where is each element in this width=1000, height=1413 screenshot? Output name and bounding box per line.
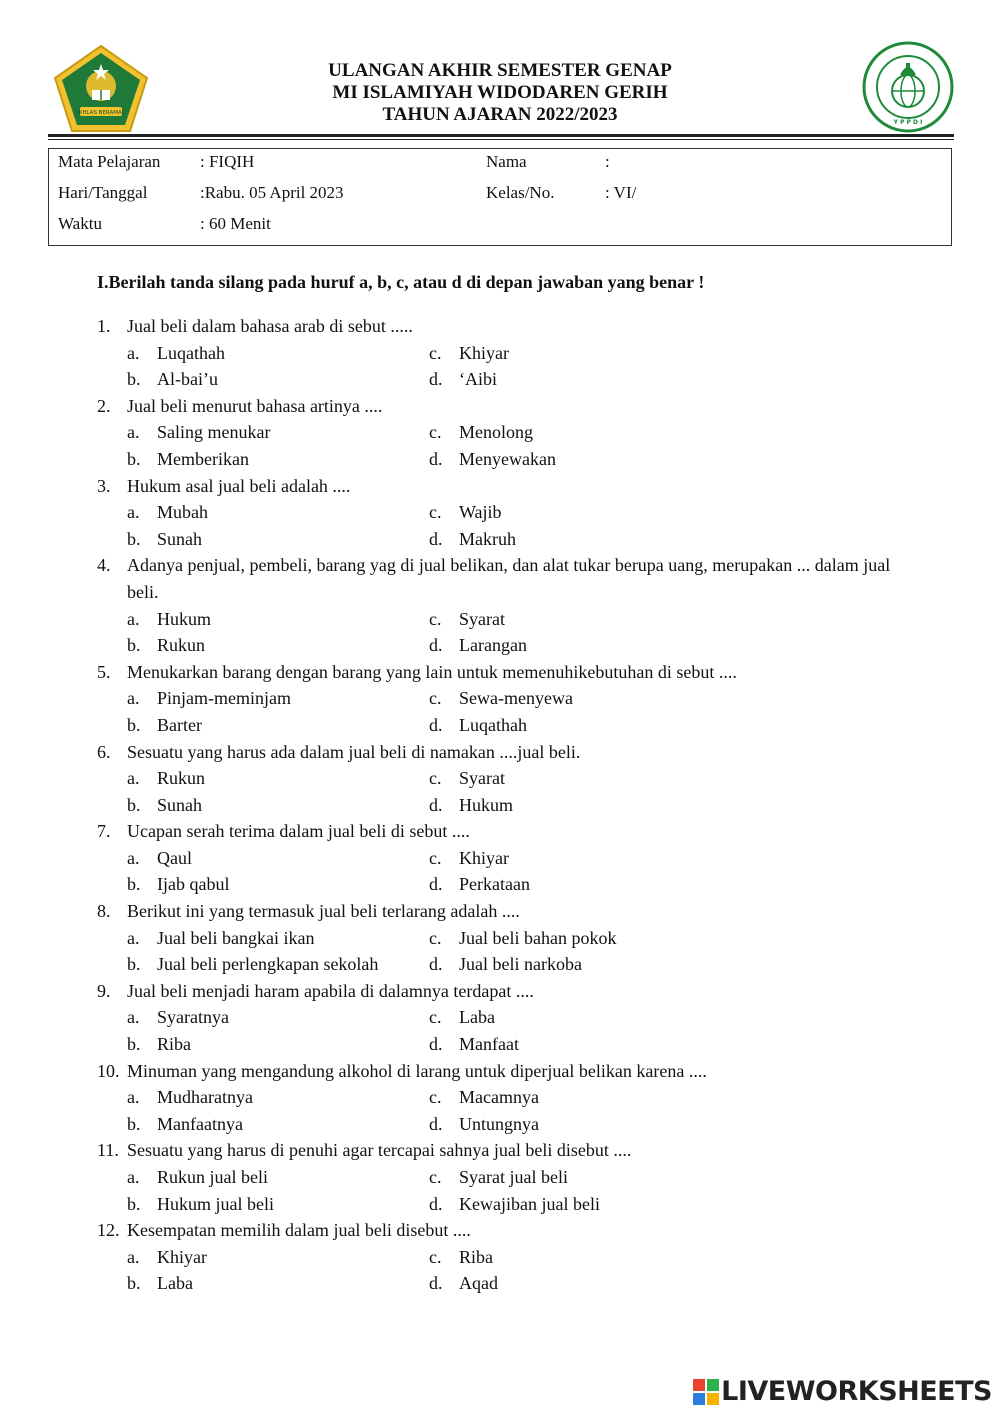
question-number: 6. (97, 741, 111, 762)
option-d[interactable] (429, 446, 556, 473)
option-text: Manfaatnya (157, 1113, 243, 1134)
option-letter: c. (429, 1246, 442, 1267)
question-stem (97, 739, 917, 766)
question-stem (97, 818, 917, 845)
option-letter: c. (429, 927, 442, 948)
option-letter: c. (429, 768, 442, 789)
option-letter: c. (429, 608, 442, 629)
academic-year: TAHUN AJARAN 2022/2023 (382, 104, 618, 125)
subject-value: : FIQIH (200, 152, 255, 171)
question-text: Berikut ini yang termasuk jual beli terlarang adalah .... (127, 901, 520, 922)
option-a[interactable] (127, 765, 429, 792)
option-text: Syaratnya (157, 1007, 229, 1028)
option-letter: c. (429, 1087, 442, 1108)
option-text: Sunah (157, 528, 202, 549)
option-c[interactable] (429, 606, 505, 633)
option-letter: d. (429, 1113, 443, 1134)
option-d[interactable] (429, 1270, 498, 1297)
option-a[interactable] (127, 606, 429, 633)
question-item (97, 1058, 917, 1138)
instruction-text: I.Berilah tanda silang pada huruf a, b, c, atau d di depan jawaban yang benar ! (97, 272, 705, 292)
question-item (97, 393, 917, 473)
option-b[interactable] (127, 632, 429, 659)
option-d[interactable] (429, 1191, 600, 1218)
option-letter: c. (429, 502, 442, 523)
option-text: Rukun (157, 635, 206, 656)
option-text: Hukum (157, 608, 211, 629)
option-b[interactable] (127, 526, 429, 553)
option-a[interactable] (127, 340, 429, 367)
option-letter: b. (127, 369, 141, 390)
question-text: Jual beli dalam bahasa arab di sebut ..... (127, 316, 413, 336)
question-number: 1. (97, 316, 111, 336)
question-text: Hukum asal jual beli adalah .... (127, 475, 351, 496)
option-text: Khiyar (157, 1246, 207, 1267)
option-letter: d. (429, 714, 443, 735)
option-a[interactable] (127, 925, 429, 952)
option-letter: d. (429, 1034, 443, 1055)
question-stem (97, 393, 917, 420)
question-text: Minuman yang mengandung alkohol di larang untuk diperjual belikan karena .... (127, 1060, 707, 1081)
option-text: Pinjam-meminjam (157, 688, 291, 709)
question-item (97, 659, 917, 739)
option-text: Jual beli narkoba (459, 954, 582, 975)
question-item (97, 739, 917, 819)
option-c[interactable] (429, 419, 533, 446)
option-c[interactable] (429, 499, 502, 526)
student-info-box (48, 148, 952, 246)
question-stem (97, 978, 917, 1005)
class-label: Kelas/No. (486, 183, 555, 202)
option-text: ‘Aibi (459, 369, 497, 390)
question-item (97, 313, 917, 393)
name-value[interactable]: : (605, 152, 610, 171)
question-text: Adanya penjual, pembeli, barang yag di jual belikan, dan alat tukar berupa uang, merupakan ... dalam jual beli. (127, 555, 891, 602)
option-letter: d. (429, 1193, 443, 1214)
question-item (97, 1137, 917, 1217)
question-item (97, 898, 917, 978)
option-text: Kewajiban jual beli (459, 1193, 600, 1214)
option-a[interactable] (127, 499, 429, 526)
option-c[interactable] (429, 685, 573, 712)
info-row-date (49, 183, 951, 207)
question-number: 11. (97, 1140, 119, 1161)
question-item (97, 1217, 917, 1297)
option-text: Untungnya (459, 1113, 539, 1134)
question-stem (97, 659, 917, 686)
option-letter: a. (127, 768, 140, 789)
question-stem (97, 898, 917, 925)
option-c[interactable] (429, 1244, 493, 1271)
option-a[interactable] (127, 1004, 429, 1031)
option-c[interactable] (429, 1004, 495, 1031)
question-number: 7. (97, 821, 111, 842)
option-letter: b. (127, 794, 141, 815)
option-d[interactable] (429, 366, 497, 393)
option-d[interactable] (429, 1111, 539, 1138)
option-text: Syarat jual beli (459, 1167, 568, 1187)
option-letter: a. (127, 1167, 140, 1187)
option-text: Mubah (157, 502, 208, 523)
question-number: 5. (97, 661, 111, 682)
option-letter: a. (127, 608, 140, 629)
question-stem (97, 1137, 917, 1164)
option-text: Laba (157, 1273, 193, 1294)
option-text: Manfaat (459, 1034, 519, 1055)
option-letter: a. (127, 1007, 140, 1028)
option-letter: b. (127, 635, 141, 656)
option-letter: b. (127, 448, 141, 469)
option-d[interactable] (429, 792, 513, 819)
option-letter: a. (127, 688, 140, 709)
option-letter: d. (429, 794, 443, 815)
option-letter: d. (429, 369, 443, 390)
school-name: MI ISLAMIYAH WIDODAREN GERIH (332, 82, 668, 103)
question-text: Kesempatan memilih dalam jual beli disebut .... (127, 1220, 471, 1241)
option-text: Luqathah (459, 714, 527, 735)
option-text: Jual beli perlengkapan sekolah (157, 954, 379, 975)
option-a[interactable] (127, 1084, 429, 1111)
option-text: Laba (459, 1007, 495, 1028)
option-text: Menolong (459, 422, 533, 443)
option-b[interactable] (127, 951, 429, 978)
option-b[interactable] (127, 1191, 429, 1218)
liveworksheets-logo-icon (693, 1379, 719, 1405)
option-text: Al-bai’u (157, 369, 218, 390)
option-letter: b. (127, 874, 141, 895)
option-text: Khiyar (459, 847, 509, 868)
question-item (97, 818, 917, 898)
option-text: Memberikan (157, 448, 249, 469)
option-letter: b. (127, 1034, 141, 1055)
option-b[interactable] (127, 792, 429, 819)
option-text: Sewa-menyewa (459, 688, 573, 709)
option-d[interactable] (429, 712, 527, 739)
info-row-subject (49, 152, 951, 176)
option-text: Hukum (459, 794, 513, 815)
header-divider-thick (48, 134, 954, 137)
option-text: Makruh (459, 528, 516, 549)
option-letter: a. (127, 927, 140, 948)
exam-title: ULANGAN AKHIR SEMESTER GENAP (328, 60, 672, 81)
option-text: Saling menukar (157, 422, 271, 443)
foundation-seal-icon (862, 41, 954, 133)
svg-text:Y P P D I: Y P P D I (893, 119, 923, 126)
option-letter: a. (127, 1087, 140, 1108)
option-text: Hukum jual beli (157, 1193, 274, 1214)
option-c[interactable] (429, 340, 509, 367)
option-letter: c. (429, 342, 442, 363)
question-item (97, 978, 917, 1058)
option-text: Sunah (157, 794, 202, 815)
option-letter: a. (127, 342, 140, 363)
option-letter: c. (429, 1007, 442, 1028)
name-label: Nama (486, 152, 527, 171)
option-d[interactable] (429, 526, 516, 553)
option-letter: c. (429, 1167, 442, 1187)
option-c[interactable] (429, 765, 505, 792)
option-c[interactable] (429, 925, 616, 952)
option-text: Luqathah (157, 342, 225, 363)
option-text: Aqad (459, 1273, 498, 1294)
kemenag-emblem-icon (52, 44, 150, 134)
question-text: Sesuatu yang harus di penuhi agar tercapai sahnya jual beli disebut .... (127, 1140, 632, 1161)
option-letter: d. (429, 635, 443, 656)
question-number: 12. (97, 1220, 120, 1241)
info-row-time (49, 214, 951, 238)
option-d[interactable] (429, 871, 530, 898)
question-stem (97, 473, 917, 500)
header-divider-thin (48, 139, 954, 140)
option-a[interactable] (127, 685, 429, 712)
subject-label: Mata Pelajaran (58, 152, 161, 171)
question-stem (97, 1058, 917, 1085)
option-b[interactable] (127, 712, 429, 739)
option-letter: b. (127, 1113, 141, 1134)
question-text: Sesuatu yang harus ada dalam jual beli di namakan ....jual beli. (127, 741, 581, 762)
question-item (97, 473, 917, 553)
option-letter: d. (429, 874, 443, 895)
class-value[interactable]: : VI/ (605, 183, 637, 202)
option-letter: b. (127, 1273, 141, 1294)
option-d[interactable] (429, 1031, 519, 1058)
option-d[interactable] (429, 951, 582, 978)
option-b[interactable] (127, 1111, 429, 1138)
question-text: Ucapan serah terima dalam jual beli di sebut .... (127, 821, 470, 842)
option-text: Menyewakan (459, 448, 556, 469)
option-letter: b. (127, 714, 141, 735)
option-text: Ijab qabul (157, 874, 230, 895)
option-letter: b. (127, 1193, 141, 1214)
option-letter: b. (127, 528, 141, 549)
question-stem (97, 552, 917, 605)
question-number: 4. (97, 555, 111, 576)
option-letter: c. (429, 847, 442, 868)
option-letter: a. (127, 1246, 140, 1267)
option-b[interactable] (127, 1031, 429, 1058)
exam-header (200, 60, 800, 126)
option-text: Rukun (157, 768, 206, 789)
option-c[interactable] (429, 1164, 568, 1191)
option-text: Barter (157, 714, 202, 735)
option-text: Syarat (459, 768, 505, 789)
question-number: 8. (97, 901, 111, 922)
question-number: 9. (97, 980, 111, 1001)
option-text: Riba (157, 1034, 191, 1055)
question-stem (97, 313, 917, 340)
option-text: Jual beli bahan pokok (459, 927, 617, 948)
time-label: Waktu (58, 214, 102, 233)
option-b[interactable] (127, 366, 429, 393)
option-letter: d. (429, 1273, 443, 1294)
option-text: Wajib (459, 502, 502, 523)
liveworksheets-wordmark: LIVEWORKSHEETS (721, 1376, 992, 1407)
option-text: Macamnya (459, 1087, 539, 1108)
option-text: Qaul (157, 847, 192, 868)
day-label: Hari/Tanggal (58, 183, 148, 202)
option-letter: c. (429, 688, 442, 709)
option-b[interactable] (127, 446, 429, 473)
option-text: Mudharatnya (157, 1087, 253, 1108)
option-letter: a. (127, 502, 140, 523)
question-stem (97, 1217, 917, 1244)
option-letter: c. (429, 422, 442, 443)
option-letter: a. (127, 422, 140, 443)
question-list (97, 313, 917, 1297)
option-c[interactable] (429, 845, 509, 872)
option-text: Perkataan (459, 874, 530, 895)
option-letter: d. (429, 528, 443, 549)
question-number: 10. (97, 1060, 120, 1081)
day-value: :Rabu. 05 April 2023 (200, 183, 344, 202)
option-text: Riba (459, 1246, 493, 1267)
svg-text:IKHLAS BERAMAL: IKHLAS BERAMAL (77, 110, 125, 116)
question-text: Jual beli menurut bahasa artinya .... (127, 395, 383, 416)
option-text: Khiyar (459, 342, 509, 363)
option-a[interactable] (127, 1244, 429, 1271)
option-b[interactable] (127, 1270, 429, 1297)
option-letter: a. (127, 847, 140, 868)
option-text: Rukun jual beli (157, 1167, 268, 1187)
question-item (97, 552, 917, 658)
option-b[interactable] (127, 871, 429, 898)
option-a[interactable] (127, 845, 429, 872)
liveworksheets-brand[interactable] (693, 1376, 992, 1407)
option-text: Syarat (459, 608, 505, 629)
option-letter: d. (429, 954, 443, 975)
question-text: Menukarkan barang dengan barang yang lain untuk memenuhikebutuhan di sebut .... (127, 661, 737, 682)
option-c[interactable] (429, 1084, 539, 1111)
question-text: Jual beli menjadi haram apabila di dalamnya terdapat .... (127, 980, 534, 1001)
option-a[interactable] (127, 419, 429, 446)
time-value: : 60 Menit (200, 214, 271, 233)
option-text: Jual beli bangkai ikan (157, 927, 315, 948)
question-number: 3. (97, 475, 111, 496)
question-number: 2. (97, 395, 111, 416)
option-a[interactable] (127, 1164, 429, 1191)
option-d[interactable] (429, 632, 527, 659)
option-text: Larangan (459, 635, 527, 656)
option-letter: d. (429, 448, 443, 469)
option-letter: b. (127, 954, 141, 975)
